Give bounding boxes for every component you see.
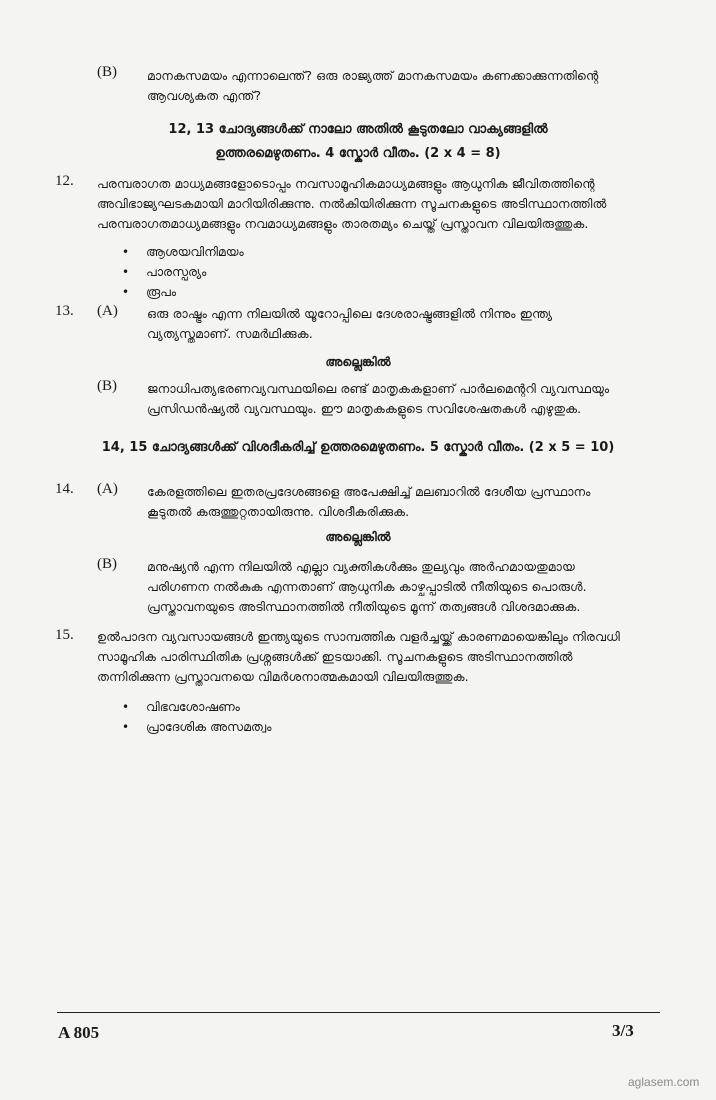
q11-option-b-text xyxy=(147,66,657,106)
section-heading-12-13 xyxy=(60,118,656,166)
q15-line-1: ഉൽപാദന വ്യവസായങ്ങൾ ഇന്ത്യയുടെ സാമ്പത്തിക വളർച്ചയ്ക്ക് കാരണമായെങ്കിലും നിരവധി xyxy=(97,629,620,644)
q13a-line-1: ഒരു രാഷ്ട്രം എന്ന നിലയിൽ യൂറോപ്പിലെ ദേശരാഷ്ട്രങ്ങളിൽ നിന്നും ഇന്ത്യ xyxy=(147,306,553,321)
bullet-icon: • xyxy=(122,265,130,279)
watermark-text: aglasem.com xyxy=(628,1075,700,1089)
q12-hint-3: • രൂപം xyxy=(122,282,522,302)
section-12-13-line-1: 12, 13 ചോദ്യങ്ങൾക്ക് നാലോ അതിൽ കൂടുതലോ വാക്യങ്ങളിൽ xyxy=(168,122,548,137)
q14-number: 14. xyxy=(55,481,74,497)
q14b-line-3: പ്രസ്താവനയുടെ അടിസ്ഥാനത്തിൽ നീതിയുടെ മൂന്ന് തത്വങ്ങൾ വിശദമാക്കുക. xyxy=(147,599,581,614)
q13-option-a-text xyxy=(147,304,657,344)
q15-hint-2: • പ്രാദേശിക അസമത്വം xyxy=(122,717,522,737)
q12-number: 12. xyxy=(55,173,74,189)
paper-code: A 805 xyxy=(58,1023,100,1042)
q14-or-separator: അല്ലെങ്കിൽ xyxy=(325,529,391,544)
q11b-line-2: ആവശ്യകത എന്ത്? xyxy=(147,88,262,103)
q14-option-b-label: (B) xyxy=(97,556,117,572)
q13a-line-2: വ്യത്യസ്തമാണ്. സമർഥിക്കുക. xyxy=(147,326,313,341)
q13-option-b-label: (B) xyxy=(97,378,117,394)
q14b-line-1: മനുഷ്യൻ എന്ന നിലയിൽ എല്ലാ വ്യക്തികൾക്കും തുല്യവും അർഹമായതുമായ xyxy=(147,559,575,574)
bullet-icon: • xyxy=(122,285,130,299)
q15-text xyxy=(97,627,672,687)
q14a-line-2: കൂടുതൽ കരുത്തുറ്റതായിരുന്നു. വിശദീകരിക്കുക. xyxy=(147,504,410,519)
q14b-line-2: പരിഗണന നൽകുക എന്നതാണ് ആധുനിക കാഴ്ചപ്പാടിൽ നീതിയുടെ പൊരുൾ. xyxy=(147,579,587,594)
q13b-line-2: പ്രസിഡൻഷ്യൽ വ്യവസ്ഥയും. ഈ മാതൃകകളുടെ സവിശേഷതകൾ എഴുതുക. xyxy=(147,401,582,416)
q14-option-a-text xyxy=(147,482,657,522)
page-number: 3/3 xyxy=(612,1021,634,1040)
q12-hints xyxy=(122,242,522,302)
q12-line-1: പരമ്പരാഗത മാധ്യമങ്ങളോടൊപ്പം നവസാമൂഹികമാധ്യമങ്ങളും ആധുനിക ജീവിതത്തിന്റെ xyxy=(97,176,595,191)
q12-hint-1: • ആശയവിനിമയം xyxy=(122,242,522,262)
q14-option-b-text xyxy=(147,557,667,617)
q14a-line-1: കേരളത്തിലെ ഇതരപ്രദേശങ്ങളെ അപേക്ഷിച്ച് മലബാറിൽ ദേശീയ പ്രസ്ഥാനം xyxy=(147,484,591,499)
section-heading-14-15 xyxy=(60,436,656,460)
q15-hint-1: • വിഭവശോഷണം xyxy=(122,697,522,717)
q13-or-separator: അല്ലെങ്കിൽ xyxy=(325,354,391,369)
q11-option-b-label: (B) xyxy=(97,64,117,80)
bullet-icon: • xyxy=(122,720,130,734)
q13b-line-1: ജനാധിപത്യഭരണവ്യവസ്ഥയിലെ രണ്ട് മാതൃകകളാണ് പാർലമെന്ററി വ്യവസ്ഥയും xyxy=(147,381,610,396)
q13-option-b-text xyxy=(147,379,657,419)
q15-line-3: തന്നിരിക്കുന്ന പ്രസ്താവനയെ വിമർശനാത്മകമായി വിലയിരുത്തുക. xyxy=(97,669,469,684)
section-12-13-line-2: ഉത്തരമെഴുതണം. 4 സ്കോർ വീതം. (2 x 4 = 8) xyxy=(215,146,501,161)
q13-option-a-label: (A) xyxy=(97,303,118,319)
bullet-icon: • xyxy=(122,700,130,714)
q15-line-2: സാമൂഹിക പാരിസ്ഥിതിക പ്രശ്നങ്ങൾക്ക് ഇടയാക്കി. സൂചനകളുടെ അടിസ്ഥാനത്തിൽ xyxy=(97,649,573,664)
q12-line-3: പരമ്പരാഗതമാധ്യമങ്ങളും നവമാധ്യമങ്ങളും താരതമ്യം ചെയ്ത് പ്രസ്താവന വിലയിരുത്തുക. xyxy=(97,216,589,231)
q12-hint-2: • പാരസ്പര്യം xyxy=(122,262,522,282)
q15-hints xyxy=(122,697,522,737)
q15-number: 15. xyxy=(55,627,74,643)
q12-text xyxy=(97,174,667,234)
section-14-15-line-1: 14, 15 ചോദ്യങ്ങൾക്ക് വിശദീകരിച്ച് ഉത്തരമെഴുതണം. 5 സ്കോർ വീതം. (2 x 5 = 10) xyxy=(101,440,615,455)
q14-option-a-label: (A) xyxy=(97,481,118,497)
footer-rule xyxy=(57,1012,660,1013)
bullet-icon: • xyxy=(122,245,130,259)
q12-line-2: അവിഭാജ്യഘടകമായി മാറിയിരിക്കുന്നു. നൽകിയിരിക്കുന്ന സൂചനകളുടെ അടിസ്ഥാനത്തിൽ xyxy=(97,196,607,211)
q11b-line-1: മാനകസമയം എന്നാലെന്ത്? ഒരു രാജ്യത്ത് മാനകസമയം കണക്കാക്കുന്നതിന്റെ xyxy=(147,68,599,83)
q13-number: 13. xyxy=(55,303,74,319)
